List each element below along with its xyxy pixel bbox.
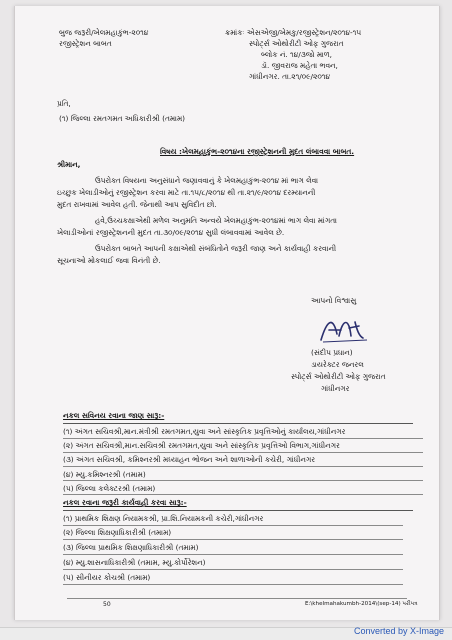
header-reference-number: ક્રમાંકઃ એસએજી/ખેમકુ/રજીસ્ટ્રેશન/૨૦૧૪-૧૫ [225, 28, 362, 37]
footer-rule [67, 598, 407, 599]
signatory-name: (સંદીપ પ્રધાન) [311, 348, 353, 357]
recipient-prati: પ્રતિ, [57, 99, 71, 108]
body-p1-line3: મુદત રાખવામાં આવેલ હતી. જેનાથી આપ સુવિદીત છો. [57, 200, 217, 209]
row-divider [63, 480, 423, 481]
signatory-organization: સ્પોર્ટ્સ ઓથોરીટી ઓફ ગુજરાત [291, 372, 386, 381]
copy-action-item: (૫) સીનીયર કોચશ્રી (તમામ) [63, 573, 151, 582]
row-divider [63, 569, 403, 570]
row-divider [63, 525, 403, 526]
signatory-title: ડાયરેક્ટર જનરલ [311, 360, 364, 369]
copy-action-item: (૨) જિલ્લા શિક્ષણાધિકારીશ્રી (તમામ) [63, 528, 172, 537]
header-organization: સ્પોર્ટ્સ ઓથોરીટી ઓફ ગુજરાત [249, 39, 344, 48]
body-p1-line1: ઉપરોક્ત વિષયના અનુસંધાને જણાવવાનું કે ખેલમહાકુંભ-૨૦૧૪ માં ભાગ લેવા [95, 176, 319, 185]
closing-yours-faithfully: આપનો વિશ્વાસુ [311, 296, 357, 305]
subject-line: વિષય :ખેલમહાકુંભ-૨૦૧૪ના રજીસ્ટ્રેશનની મુદત લંબાવવા બાબત. [160, 147, 355, 156]
body-p1-line2: ઇચ્છુક ખેલાડીઓનું રજીસ્ટ્રેશન કરવા માટે તા.૧૫/૮/૨૦૧૪ થી તા.૨૧/૯/૨૦૧૪ દરમ્યાનની [57, 188, 316, 197]
header-address-building: ડૉ. જીવરાજ મહેતા ભવન, [261, 61, 338, 70]
copy-action-heading: નકલ રવાના જરૂરી કાર્યવાહી કરવા સારૂ:- [63, 498, 187, 507]
row-divider [63, 494, 423, 495]
row-divider [63, 539, 403, 540]
copy-info-heading: નકલ સવિનય રવાના જાણ સારૂ:- [63, 411, 165, 420]
row-divider [63, 452, 423, 453]
body-p3-line1: ઉપરોક્ત બાબતે આપની કક્ષાએથી સંબંધિતોને જરૂરી જાણ અને કાર્યવાહી કરવાની [95, 244, 337, 253]
recipient-line: (૧) જિલ્લા રમતગમત અધિકારીશ્રી (તમામ) [59, 114, 186, 123]
document-page [14, 6, 440, 620]
copy-info-item: (૫) જિલ્લા કલેક્ટરશ્રી (તમામ) [63, 484, 156, 493]
copy-action-rule [63, 510, 413, 511]
copy-info-item: (૨) અંગત સચિવશ્રી,માન.સચિવશ્રી રમતગમત,યુવા અને સાંસ્કૃતિક પ્રવૃત્તિઓ વિભાગ,ગાંધીનગર [63, 441, 340, 450]
converter-watermark: Converted by X-Image [353, 626, 444, 636]
row-divider [63, 584, 403, 585]
body-p2-line1: હવે,ઉચ્ચકક્ષાએથી મળેલ અનુમતિ અન્વયે ખેલમહાકુંભ-૨૦૧૪માં ભાગ લેવા માંગતા [95, 216, 337, 225]
body-p2-line2: ખેલાડીઓનાં રજીસ્ટ્રેશનની મુદત તા.૩૦/૦૯/૨૦૧૪ સુધી લંબાવવામાં આવેલ છે. [57, 228, 285, 237]
header-topic: રજીસ્ટ્રેશન બાબત [59, 39, 112, 48]
copy-action-item: (૩) જિલ્લા પ્રાથમિક શિક્ષણાધિકારીશ્રી (તમામ) [63, 543, 199, 552]
header-place-date: ગાંધીનગર. તા.૨૧/૦૯/૨૦૧૪ [249, 72, 330, 81]
copy-action-item: (૧) પ્રાથમિક શિક્ષણ નિયામકશ્રી, પ્રા.શિ.નિયામકની કચેરી,ગાંધીનગર [63, 514, 264, 523]
signature-image [315, 310, 375, 348]
signatory-place: ગાંધીનગર [321, 384, 350, 393]
copy-action-item: (૪) મ્યુ.શાસનાધિકારીશ્રી (તમામ, મ્યુ.કોર્પોરેશન) [63, 558, 206, 567]
footer-page-number: 50 [103, 601, 111, 608]
header-address-block: બ્લોક નં. ૧૪/૩જો માળ, [261, 50, 332, 59]
copy-info-item: (૧) અંગત સચિવશ્રી,માન.મંત્રીશ્રી રમતગમત,યુવા અને સાંસ્કૃતિક પ્રવૃત્તિઓનું કાર્યાલય,ગાંધીનગર [63, 427, 346, 436]
body-p3-line2: સૂચનાઓ મોકલાઈ જવા વિનંતી છે. [57, 256, 161, 265]
salutation: શ્રીમાન, [57, 160, 81, 169]
copy-info-rule [63, 423, 413, 424]
row-divider [63, 438, 423, 439]
row-divider [63, 466, 423, 467]
copy-info-item: (૩) અંગત સચિવશ્રી, કમિશ્નરશ્રી મધ્યાહન ભોજન અને શાળાઓની કચેરી, ગાંધીનગર [63, 455, 316, 464]
row-divider [63, 554, 403, 555]
copy-info-item: (૪) મ્યુ.કમિશ્નરશ્રી (તમામ) [63, 470, 146, 479]
header-urgent-ref: બુજ જરૂરી/ખેલમહાકુંભ-૨૦૧૪ [59, 28, 149, 37]
footer-file-path: E:\khelmahakumbh-2014\(sep-14) પરીપત્ર [305, 601, 418, 607]
